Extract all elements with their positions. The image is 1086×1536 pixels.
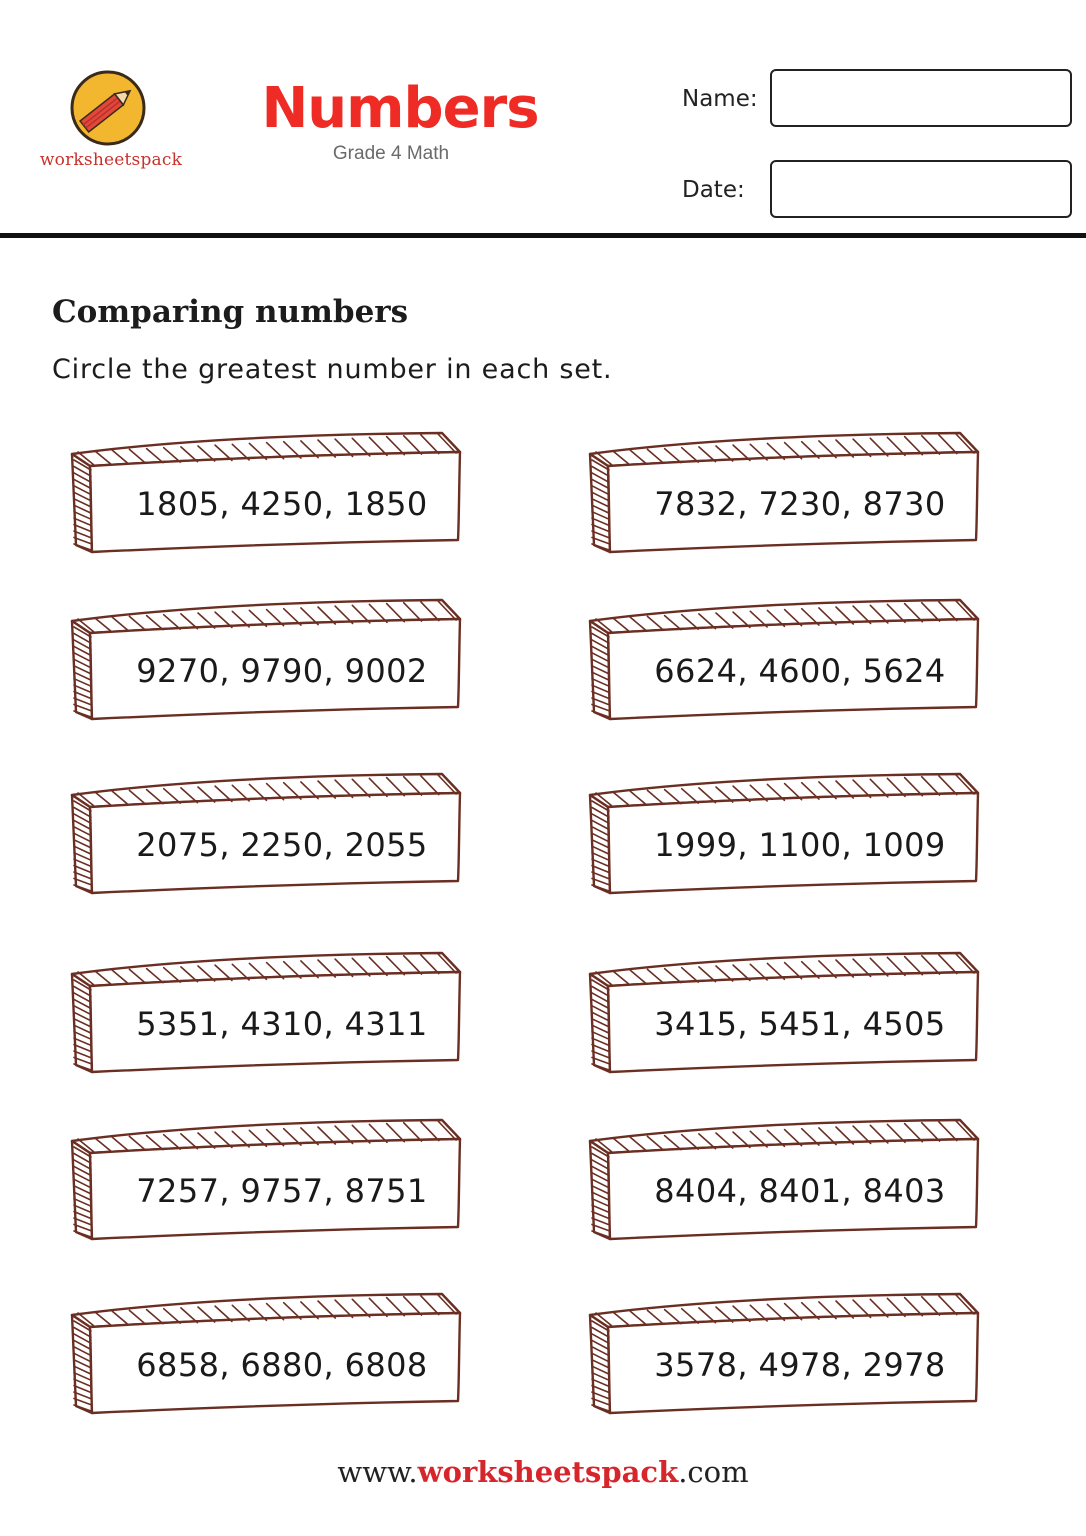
- worksheetspack-logo: [36, 68, 186, 178]
- number-set-text: 5351, 4310, 4311: [136, 1005, 428, 1043]
- pencil-logo-icon: [70, 70, 146, 146]
- number-set-text: 1805, 4250, 1850: [136, 485, 428, 523]
- footer-suffix: .com: [678, 1455, 749, 1489]
- section-heading: Comparing numbers: [52, 294, 409, 330]
- number-set-box[interactable]: [588, 1117, 988, 1247]
- section-instruction: Circle the greatest number in each set.: [52, 354, 613, 385]
- footer-brand: worksheetspack: [417, 1455, 679, 1489]
- date-label: Date:: [682, 177, 745, 203]
- number-set-box[interactable]: [588, 950, 988, 1080]
- footer-website[interactable]: [0, 1455, 1086, 1489]
- page-title: Numbers: [261, 76, 539, 141]
- number-set-text: 8404, 8401, 8403: [654, 1172, 946, 1210]
- number-set-text: 3578, 4978, 2978: [654, 1346, 946, 1384]
- number-set-text: 1999, 1100, 1009: [654, 826, 946, 864]
- date-field[interactable]: [770, 160, 1072, 218]
- page-subtitle: Grade 4 Math: [332, 143, 450, 164]
- number-set-text: 9270, 9790, 9002: [136, 652, 428, 690]
- number-set-box[interactable]: [588, 771, 988, 901]
- number-set-text: 3415, 5451, 4505: [654, 1005, 946, 1043]
- number-set-box[interactable]: [70, 597, 470, 727]
- logo-text: worksheetspack: [39, 150, 183, 170]
- number-set-text: 6624, 4600, 5624: [654, 652, 946, 690]
- name-label: Name:: [682, 86, 758, 112]
- number-set-box[interactable]: [70, 771, 470, 901]
- footer-prefix: www.: [337, 1455, 418, 1489]
- number-set-box[interactable]: [588, 597, 988, 727]
- number-set-box[interactable]: [70, 1117, 470, 1247]
- number-set-box[interactable]: [588, 1291, 988, 1421]
- number-set-text: 6858, 6880, 6808: [136, 1346, 428, 1384]
- number-set-box[interactable]: [70, 430, 470, 560]
- number-set-text: 7257, 9757, 8751: [136, 1172, 428, 1210]
- header-divider: [0, 233, 1086, 238]
- number-set-text: 2075, 2250, 2055: [136, 826, 428, 864]
- number-set-box[interactable]: [70, 950, 470, 1080]
- name-field[interactable]: [770, 69, 1072, 127]
- number-set-box[interactable]: [70, 1291, 470, 1421]
- number-set-text: 7832, 7230, 8730: [654, 485, 946, 523]
- number-set-box[interactable]: [588, 430, 988, 560]
